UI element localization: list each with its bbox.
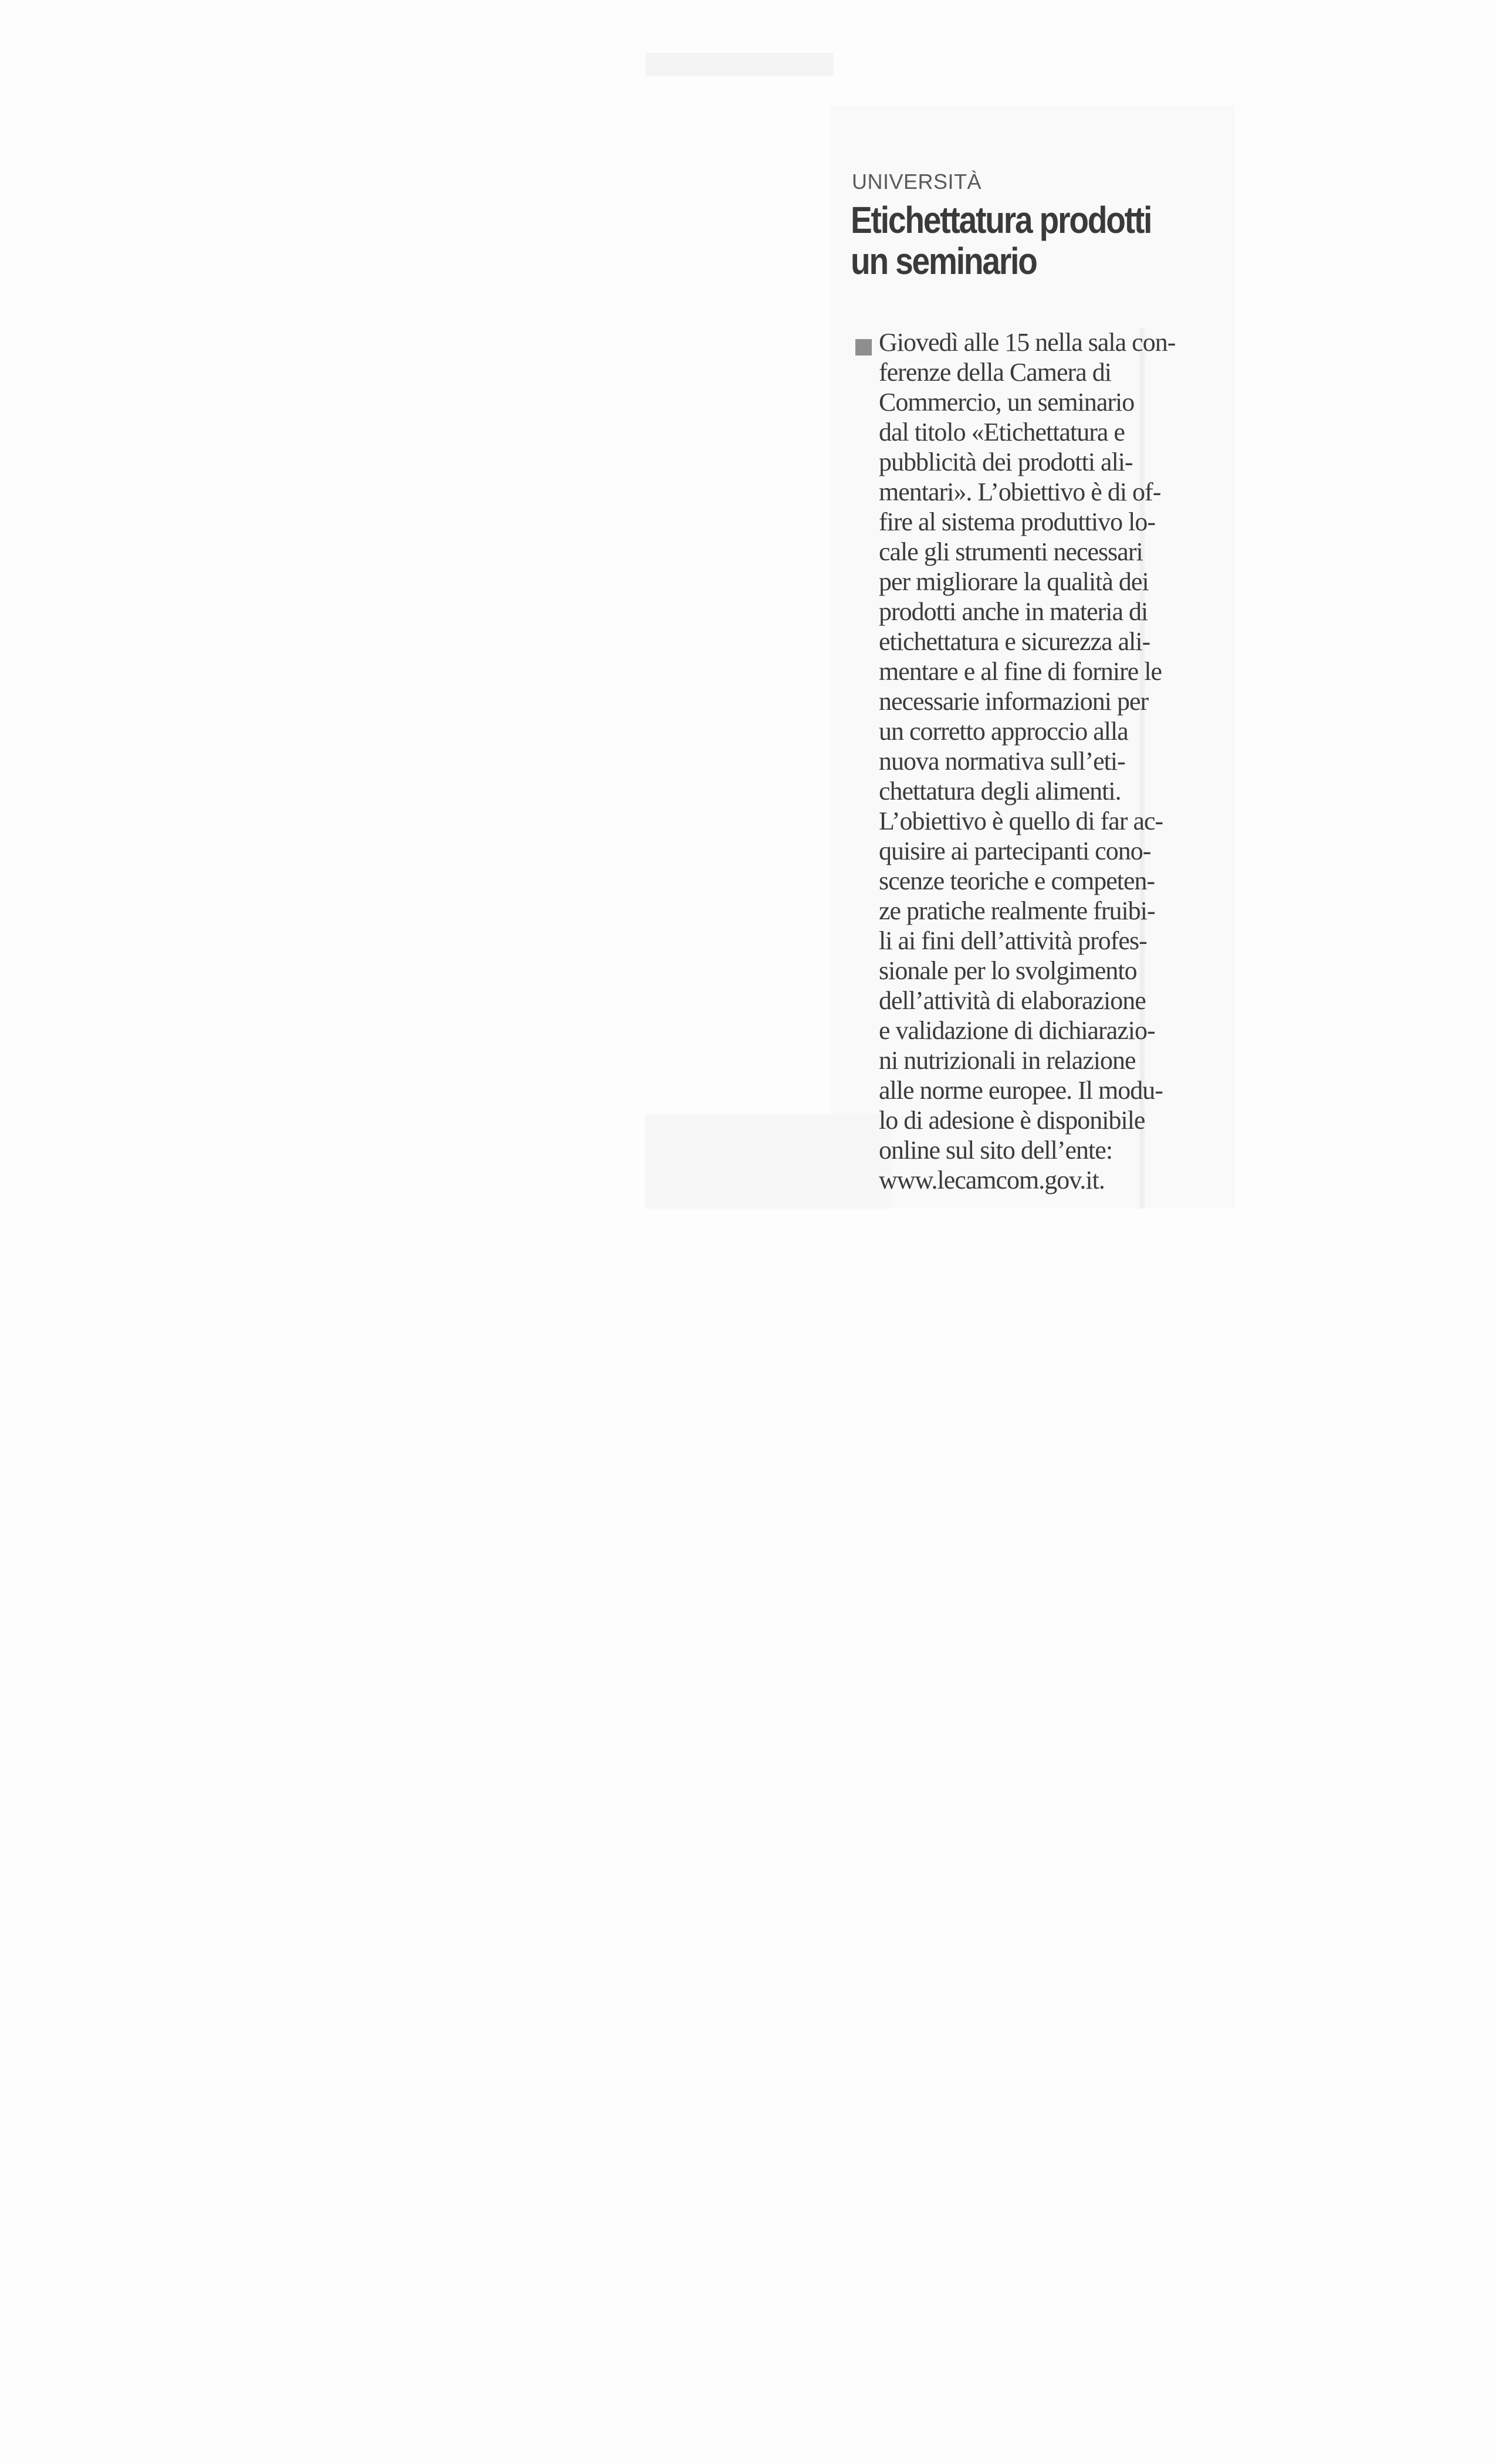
body-line: scenze teoriche e competen- [879,867,1155,896]
body-line: ferenze della Camera di [879,358,1111,387]
body-line: li ai fini dell’attività profes- [879,926,1147,956]
body-line: Giovedì alle 15 nella sala con- [879,328,1176,357]
body-line: mentari». L’obiettivo è di of- [879,478,1161,507]
body-line: quisire ai partecipanti cono- [879,837,1151,866]
body-line: etichettatura e sicurezza ali- [879,627,1150,656]
body-line: dal titolo «Etichettatura e [879,418,1125,447]
website-link: www.lecamcom.gov.it. [879,1166,1105,1195]
headline [851,199,1204,282]
body-line: cale gli strumenti necessari [879,537,1143,567]
body-line: ze pratiche realmente fruibi- [879,896,1155,926]
newspaper-clipping [851,170,1226,1203]
body-line: Commercio, un seminario [879,388,1135,417]
body-line: pubblicità dei prodotti ali- [879,448,1133,477]
headline-line: Etichettatura prodotti [851,198,1152,241]
headline-line: un seminario [851,239,1037,282]
body-line: per migliorare la qualità dei [879,567,1149,597]
body-line: chettatura degli alimenti. [879,777,1121,806]
body-line: L’obiettivo è quello di far ac- [879,807,1163,836]
article-body [851,327,1226,1195]
body-line: mentare e al fine di fornire le [879,657,1162,686]
body-line: nuova normativa sull’eti- [879,747,1125,776]
square-bullet-icon [855,339,872,356]
body-line: sionale per lo svolgimento [879,956,1137,986]
body-line: fire al sistema produttivo lo- [879,507,1155,537]
section-kicker: UNIVERSITÀ [852,170,982,194]
body-line: prodotti anche in materia di [879,597,1148,627]
body-line: necessarie informazioni per [879,687,1149,716]
body-line: alle norme europee. Il modu- [879,1076,1163,1105]
body-line: lo di adesione è disponibile [879,1106,1145,1135]
body-line: dell’attività di elaborazione [879,986,1146,1016]
body-line: un corretto approccio alla [879,717,1128,746]
body-line: ni nutrizionali in relazione [879,1046,1136,1075]
body-line: online sul sito dell’ente: [879,1136,1113,1165]
body-line: e validazione di dichiarazio- [879,1016,1155,1045]
scan-shadow-top [645,53,833,76]
